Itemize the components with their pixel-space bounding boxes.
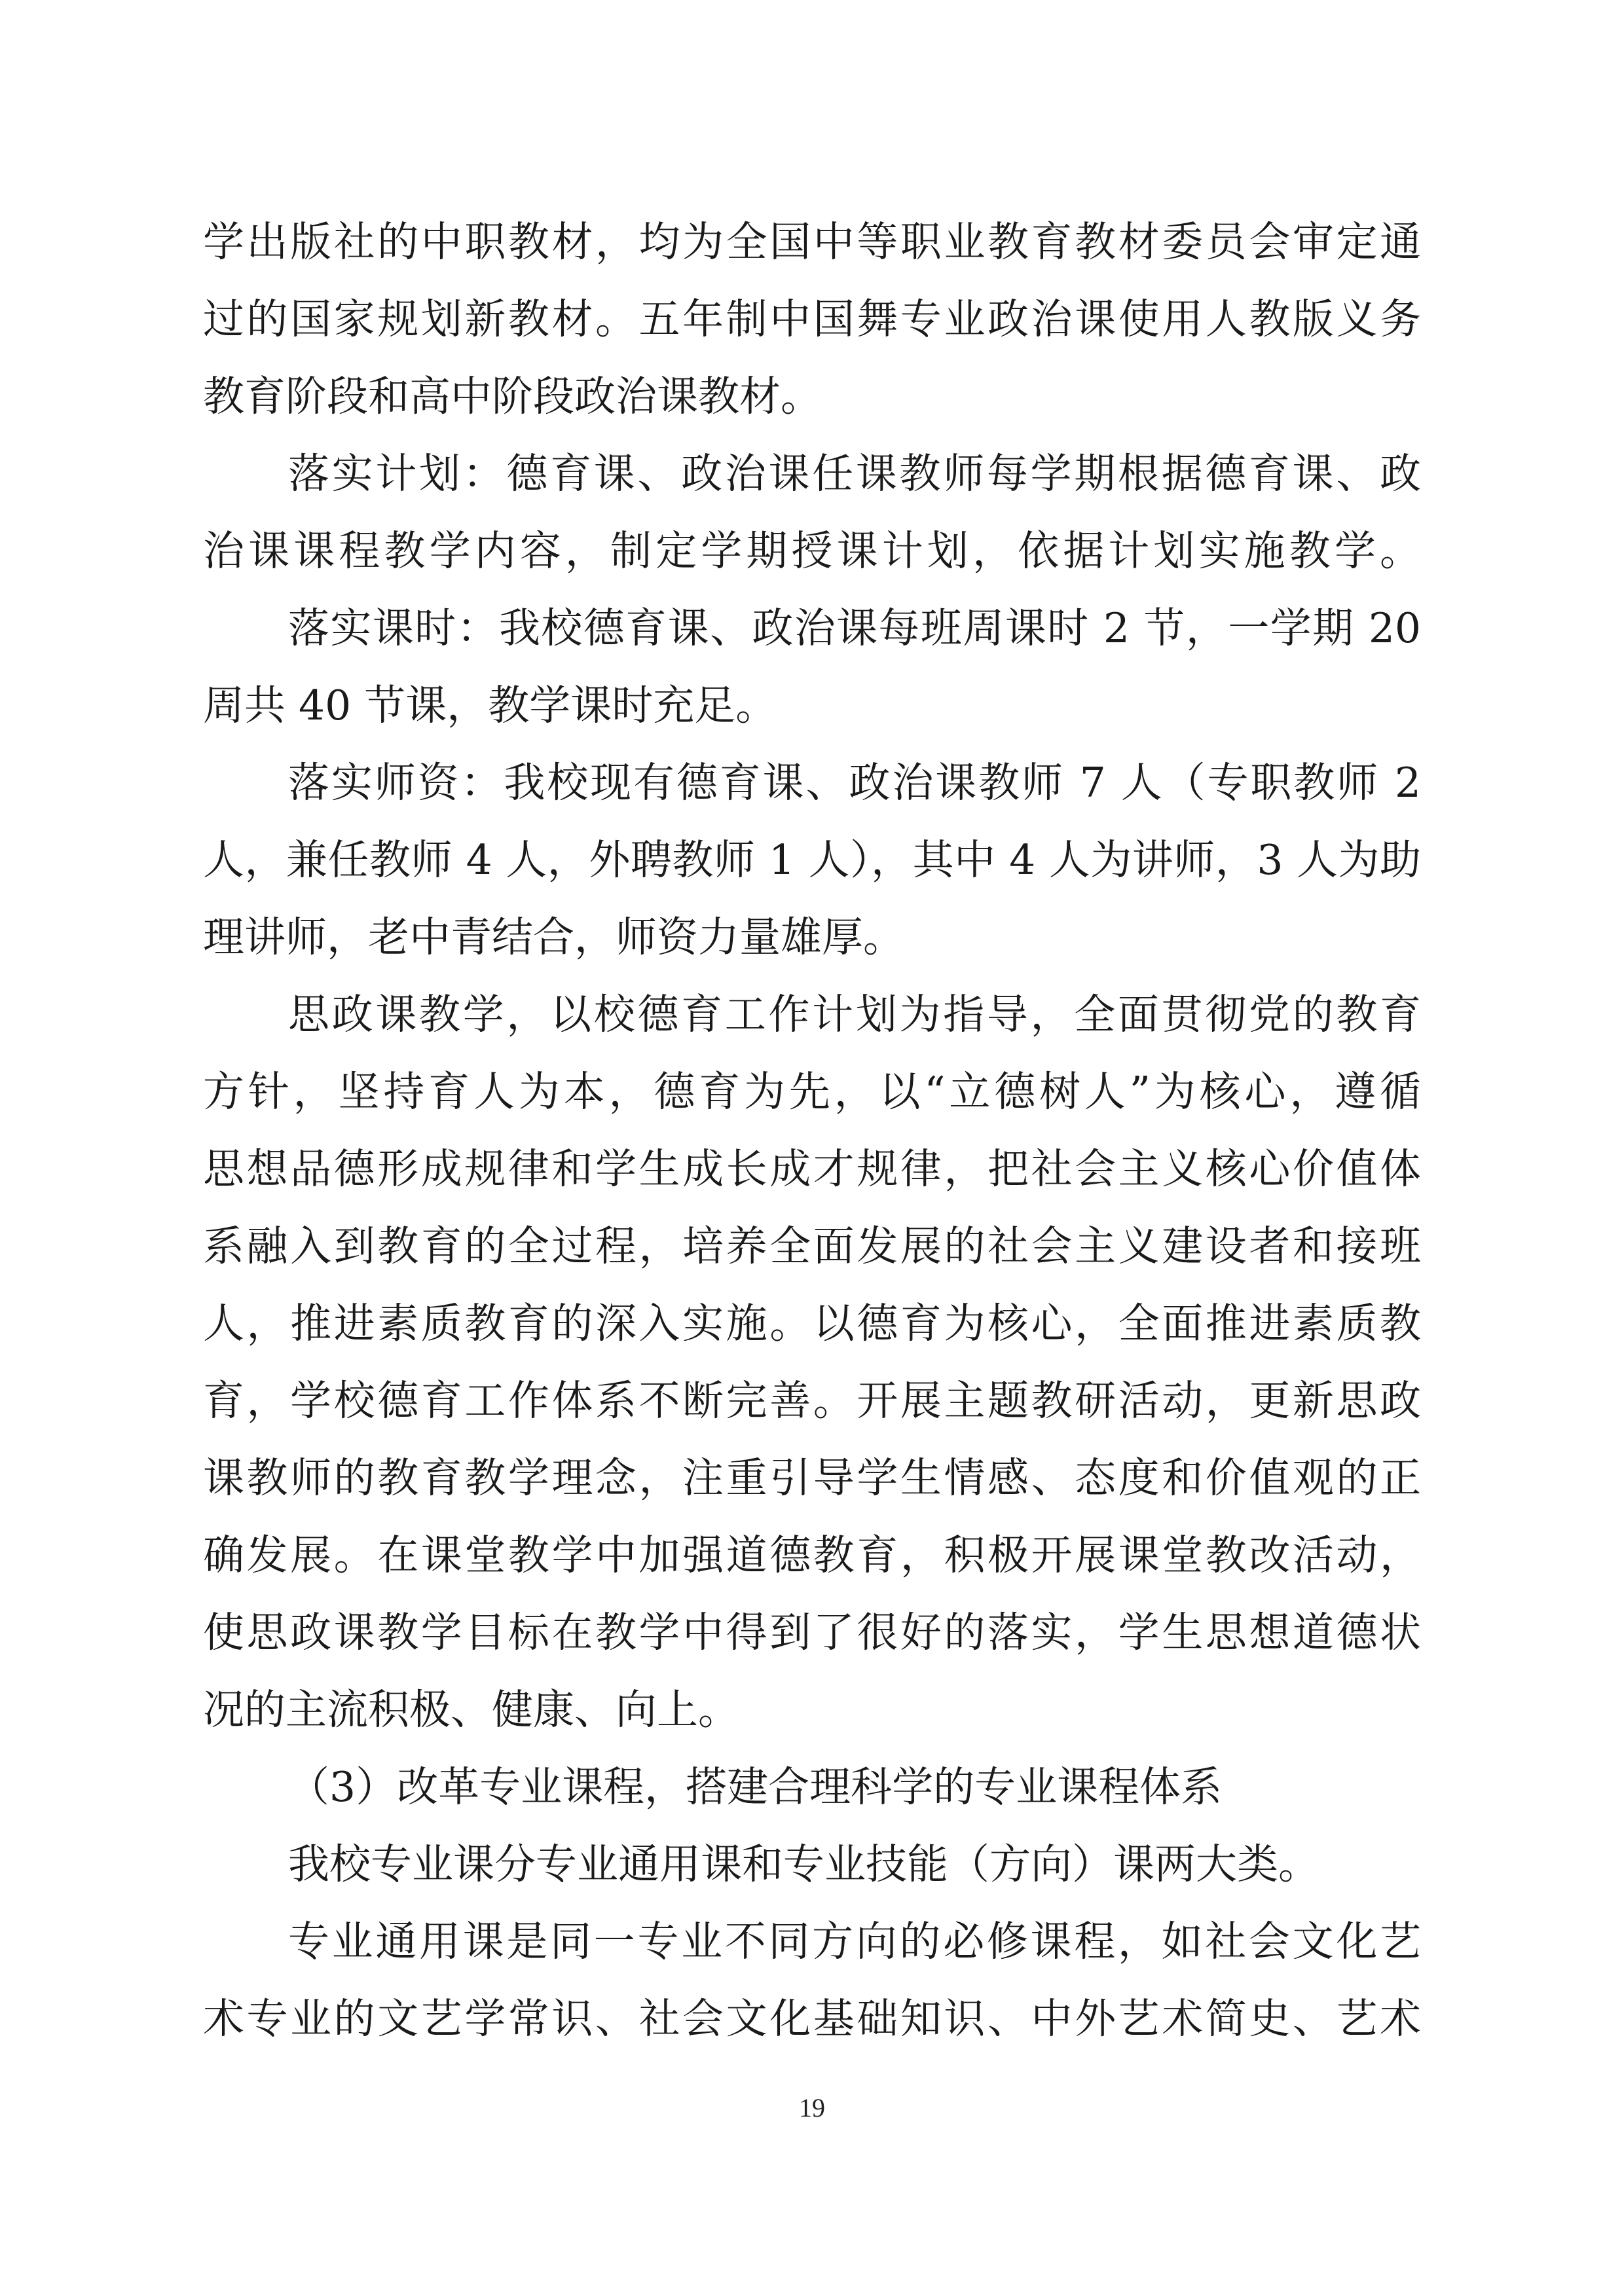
text-line: 治课课程教学内容，制定学期授课计划，依据计划实施教学。: [203, 527, 1421, 575]
text-line: 思想品德形成规律和学生成长成才规律，把社会主义核心价值体: [203, 1145, 1421, 1193]
text-line: 术专业的文艺学常识、社会文化基础知识、中外艺术简史、艺术: [203, 1995, 1421, 2043]
text-line: 教育阶段和高中阶段政治课教材。: [203, 373, 822, 420]
text-line: 过的国家规划新教材。五年制中国舞专业政治课使用人教版义务: [203, 295, 1421, 343]
text-line: 理讲师，老中青结合，师资力量雄厚。: [203, 913, 904, 961]
text-line: 落实计划：德育课、政治课任课教师每学期根据德育课、政: [288, 450, 1421, 498]
text-line: 专业通用课是同一专业不同方向的必修课程，如社会文化艺: [288, 1918, 1421, 1965]
text-line: 育，学校德育工作体系不断完善。开展主题教研活动，更新思政: [203, 1377, 1421, 1425]
page-number: 19: [799, 2093, 825, 2123]
text-line: 课教师的教育教学理念，注重引导学生情感、态度和价值观的正: [203, 1454, 1421, 1502]
text-line: 人，兼任教师 4 人，外聘教师 1 人），其中 4 人为讲师，3 人为助: [203, 836, 1421, 884]
text-line: 周共 40 节课，教学课时充足。: [203, 682, 777, 729]
text-line: 确发展。在课堂教学中加强道德教育，积极开展课堂教改活动，: [203, 1531, 1421, 1579]
text-line: 学出版社的中职教材，均为全国中等职业教育教材委员会审定通: [203, 218, 1421, 266]
text-line: 人，推进素质教育的深入实施。以德育为核心，全面推进素质教: [203, 1300, 1421, 1347]
text-line: 系融入到教育的全过程，培养全面发展的社会主义建设者和接班: [203, 1222, 1421, 1270]
text-line: 落实师资：我校现有德育课、政治课教师 7 人（专职教师 2: [288, 759, 1421, 807]
section-heading: （3）改革专业课程，搭建合理科学的专业课程体系: [288, 1763, 1223, 1811]
text-line: 使思政课教学目标在教学中得到了很好的落实，学生思想道德状: [203, 1609, 1421, 1656]
text-line: 落实课时：我校德育课、政治课每班周课时 2 节，一学期 20: [288, 604, 1421, 652]
text-line: 况的主流积极、健康、向上。: [203, 1686, 739, 1734]
text-line: 思政课教学，以校德育工作计划为指导，全面贯彻党的教育: [288, 991, 1421, 1038]
text-line: 我校专业课分专业通用课和专业技能（方向）课两大类。: [288, 1840, 1320, 1888]
text-line: 方针，坚持育人为本，德育为先，以“立德树人”为核心，遵循: [203, 1068, 1421, 1116]
